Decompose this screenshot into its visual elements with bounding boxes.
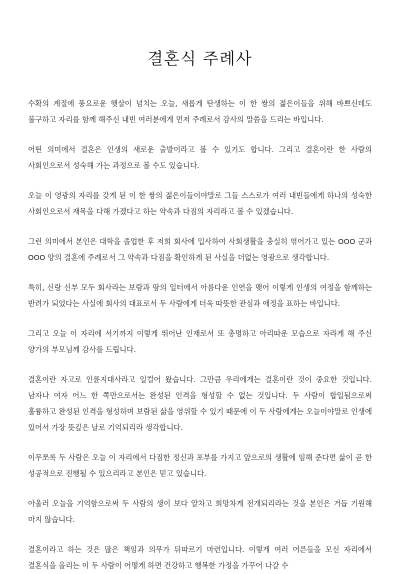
document-body [28, 96, 372, 574]
paragraph: 특히, 신랑 신부 모두 회사라는 보람과 땀의 일터에서 아름다운 인연을 맺어 이렇게 인생의 여정을 함께하는 반려가 되었다는 사실에 회사의 대표로서 두 사람에게 더욱 따뜻한 관심과 애정을 표하는 바입니다. [28, 283, 372, 308]
paragraph: 어떤 의미에서 결혼은 인생의 새로운 출발이라고 볼 수 있기도 합니다. 그리고 결혼이란 한 사람의 사회인으로서 성숙해 가는 과정으로 볼 수도 있습니다. [28, 145, 372, 170]
paragraph: 결혼이라고 하는 것은 많은 책임과 의무가 뒤따르기 마련입니다. 이렇게 여러 어른들을 모신 자리에서 결혼식을 올리는 이 두 사람이 어떻게 하면 건강하고 행복한 가정을 가꾸어 나갈 수 [28, 545, 372, 570]
paragraph: 그런 의미에서 본인은 대학을 졸업한 후 저희 회사에 입사하여 사회생활을 충실히 엮어가고 있는 OOO 군과 OOO 양의 결혼에 주례로서 그 약속과 다짐을 확인하게 된 사실을 더없는 영광으로 생각합니다. [28, 237, 372, 262]
paragraph: 이무쪼록 두 사람은 오늘 이 자리에서 다짐한 정신과 포부를 가지고 앞으로의 생활에 임해 준다면 삶이 곧 한 성공적으로 진행될 수 있으리라고 본인은 믿고 있습니다. [28, 453, 372, 478]
paragraph: 그리고 오늘 이 자리에 서기까지 이렇게 뛰어난 인재로서 또 총명하고 아리따운 모습으로 자라게 해 주신 양가의 부모님께 감사를 드립니다. [28, 329, 372, 354]
paragraph: 결혼이란 자고로 인륜지대사라고 일컬어 왔습니다. 그만큼 우리에게는 결혼이란 것이 중요한 것입니다. 남자나 여자 어느 한 쪽만으로서는 완성된 인격을 형성할 수 없는 것입니다. 두 사람이 합일됨으로써 훌륭하고 완성된 인격을 형성하며 보람된 삶을 영위할 수 있기 때문에 이 두 사람에게는 오늘이야말로 인생에 있어서 가장 뜻깊은 날로 기억되리라 생각합니다. [28, 375, 372, 432]
paragraph: 수확의 계절에 풍요로운 햇살이 넘치는 오늘, 새롭게 탄생하는 이 한 쌍의 젊은이들을 위해 바쁘신데도 불구하고 자리를 함께 해주신 내빈 여러분에게 먼저 주례로서 감사의 말씀을 드리는 바입니다. [28, 99, 372, 124]
paragraph: 오늘 이 영광의 자리를 갖게 된 이 한 쌍의 젊은이들이야말로 그들 스스로가 여러 내빈들에게 하나의 성숙한 사회인으로서 재목을 다해 가겠다고 하는 약속과 다짐의 자리라고 볼 수 있겠습니다. [28, 191, 372, 216]
page-title: 결혼식 주례사 [147, 49, 253, 68]
paragraph: 아울러 오늘을 기억함으로써 두 사람의 생이 보다 알차고 희망차게 전개되리라는 것을 본인은 거듭 기원해 마지 않습니다. [28, 499, 372, 524]
